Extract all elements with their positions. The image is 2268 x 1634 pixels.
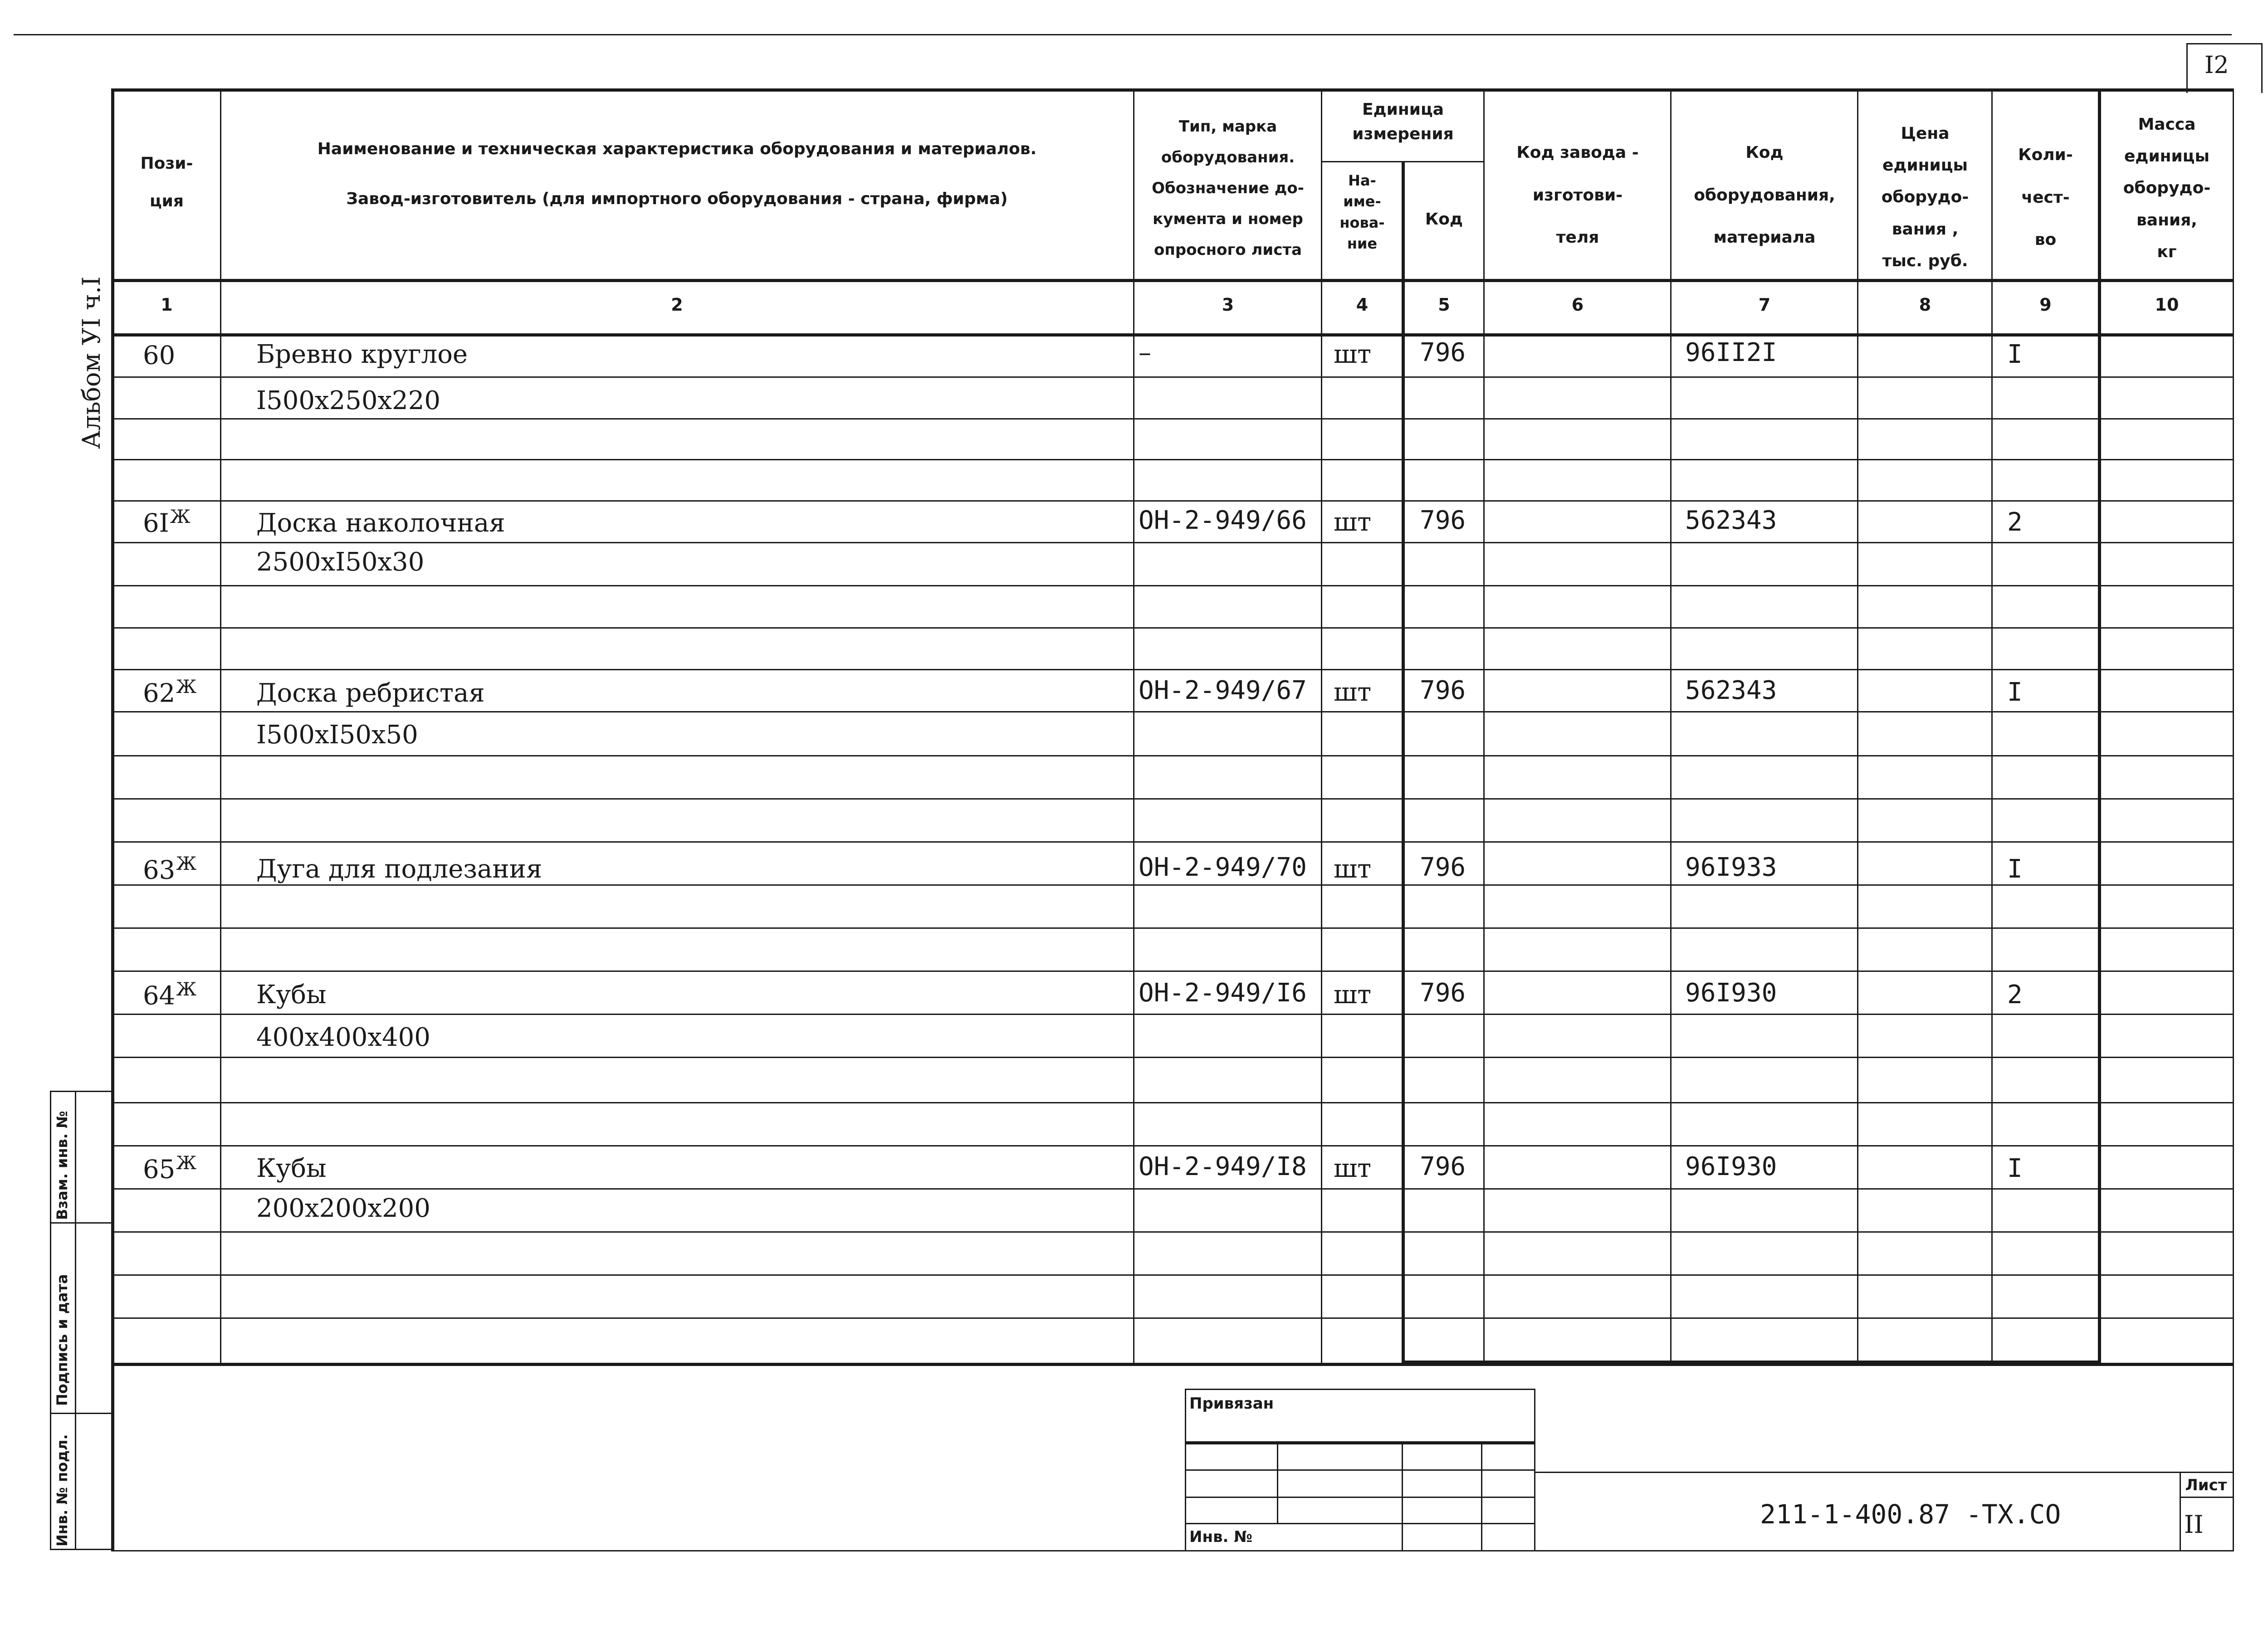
row-equipment-code: 96II2I [1685, 338, 1777, 367]
header-unit-code: Код [1425, 210, 1463, 229]
row-name: Кубы [256, 980, 327, 1010]
row-type: ОН-2-949/I6 [1139, 978, 1307, 1008]
header-name-line2: Завод-изготовитель (для импортного оборудования - страна, фирма) [346, 190, 1008, 208]
row-dims: 2500xI50x30 [256, 547, 425, 577]
row-equipment-code: 562343 [1685, 676, 1777, 705]
row-position: $65^Ж$ [143, 1153, 197, 1185]
row-unit-code: 796 [1420, 853, 1466, 882]
album-label: Альбом УI ч.I [77, 276, 106, 449]
row-equipment-code: 96I930 [1685, 1152, 1777, 1181]
header-unit-name: На- име- нова- ние [1339, 172, 1385, 253]
row-position: $6I^Ж$ [143, 507, 191, 538]
row-unit-code: 796 [1420, 506, 1466, 535]
row-type: ОН-2-949/66 [1139, 506, 1307, 535]
row-unit-code: 796 [1420, 338, 1466, 367]
row-unit: шт [1334, 854, 1372, 884]
stamp-privyazan: Привязан [1189, 1395, 1274, 1413]
row-dims: I500xI50x50 [256, 720, 418, 750]
row-quantity: I [2007, 678, 2023, 707]
row-dims: 400x400x400 [256, 1023, 430, 1052]
header-equipment-code: Код оборудования, материала [1694, 143, 1835, 247]
col-number-10: 10 [2155, 295, 2179, 315]
row-name: Доска ребристая [256, 678, 485, 708]
row-type: – [1139, 338, 1151, 367]
doc-code: 211-1-400.87 -TX.CO [1760, 1499, 2061, 1530]
stamp-vzam: Взам. инв. № [54, 1111, 71, 1220]
col-number-5: 5 [1438, 295, 1450, 315]
row-unit-code: 796 [1420, 1152, 1466, 1181]
header-name-line1: Наименование и техническая характеристика оборудования и материалов. [317, 140, 1037, 158]
header-mass: Масса единицы оборудо- вания, кг [2123, 115, 2211, 261]
row-position: $64^Ж$ [143, 979, 197, 1011]
row-name: Доска наколочная [256, 508, 505, 538]
row-quantity: I [2007, 340, 2023, 369]
stamp-inv-no: Инв. № [1189, 1528, 1253, 1546]
header-type: Тип, марка оборудования. Обозначение до- кумента и номер опросного листа [1152, 117, 1304, 259]
stamp-podpis: Подпись и дата [54, 1274, 71, 1406]
col-number-2: 2 [671, 295, 683, 315]
row-unit: шт [1334, 340, 1372, 369]
stamp-list-label: Лист [2185, 1476, 2227, 1494]
row-unit-code: 796 [1420, 676, 1466, 705]
col-number-7: 7 [1758, 295, 1771, 315]
row-unit: шт [1334, 980, 1372, 1010]
row-name: Кубы [256, 1154, 327, 1183]
row-position: 60 [143, 341, 176, 371]
header-unit-group: Единица измерения [1352, 100, 1454, 143]
col-number-9: 9 [2039, 295, 2052, 315]
row-unit: шт [1334, 1154, 1372, 1183]
header-quantity: Коли- чест- во [2018, 146, 2073, 249]
sheet-number: I2 [2204, 52, 2229, 79]
row-quantity: I [2007, 854, 2023, 884]
row-type: ОН-2-949/67 [1139, 676, 1307, 705]
col-number-8: 8 [1919, 295, 1931, 315]
row-equipment-code: 96I933 [1685, 853, 1777, 882]
stamp-list-number: II [2184, 1510, 2204, 1539]
stamp-inv: Инв. № подл. [54, 1434, 71, 1546]
row-quantity: I [2007, 1154, 2023, 1183]
row-name: Бревно круглое [256, 340, 468, 369]
col-number-1: 1 [161, 295, 173, 315]
row-quantity: 2 [2007, 980, 2023, 1010]
header-factory-code: Код завода - изготови- теля [1516, 143, 1639, 247]
row-dims: 200x200x200 [256, 1194, 430, 1223]
row-unit-code: 796 [1420, 978, 1466, 1008]
col-number-6: 6 [1571, 295, 1584, 315]
row-equipment-code: 96I930 [1685, 978, 1777, 1008]
row-type: ОН-2-949/70 [1139, 853, 1307, 882]
row-unit: шт [1334, 507, 1372, 537]
row-unit: шт [1334, 678, 1372, 707]
row-name: Дуга для подлезания [256, 854, 543, 884]
header-price: Цена единицы оборудо- вания , тыс. руб. [1881, 124, 1969, 270]
row-quantity: 2 [2007, 507, 2023, 537]
row-type: ОН-2-949/I8 [1139, 1152, 1307, 1181]
col-number-3: 3 [1222, 295, 1234, 315]
row-dims: I500x250x220 [256, 386, 440, 415]
header-position: Пози- ция [140, 154, 193, 210]
row-position: $62^Ж$ [143, 677, 197, 708]
col-number-4: 4 [1356, 295, 1369, 315]
row-position: $63^Ж$ [143, 854, 197, 885]
row-equipment-code: 562343 [1685, 506, 1777, 535]
